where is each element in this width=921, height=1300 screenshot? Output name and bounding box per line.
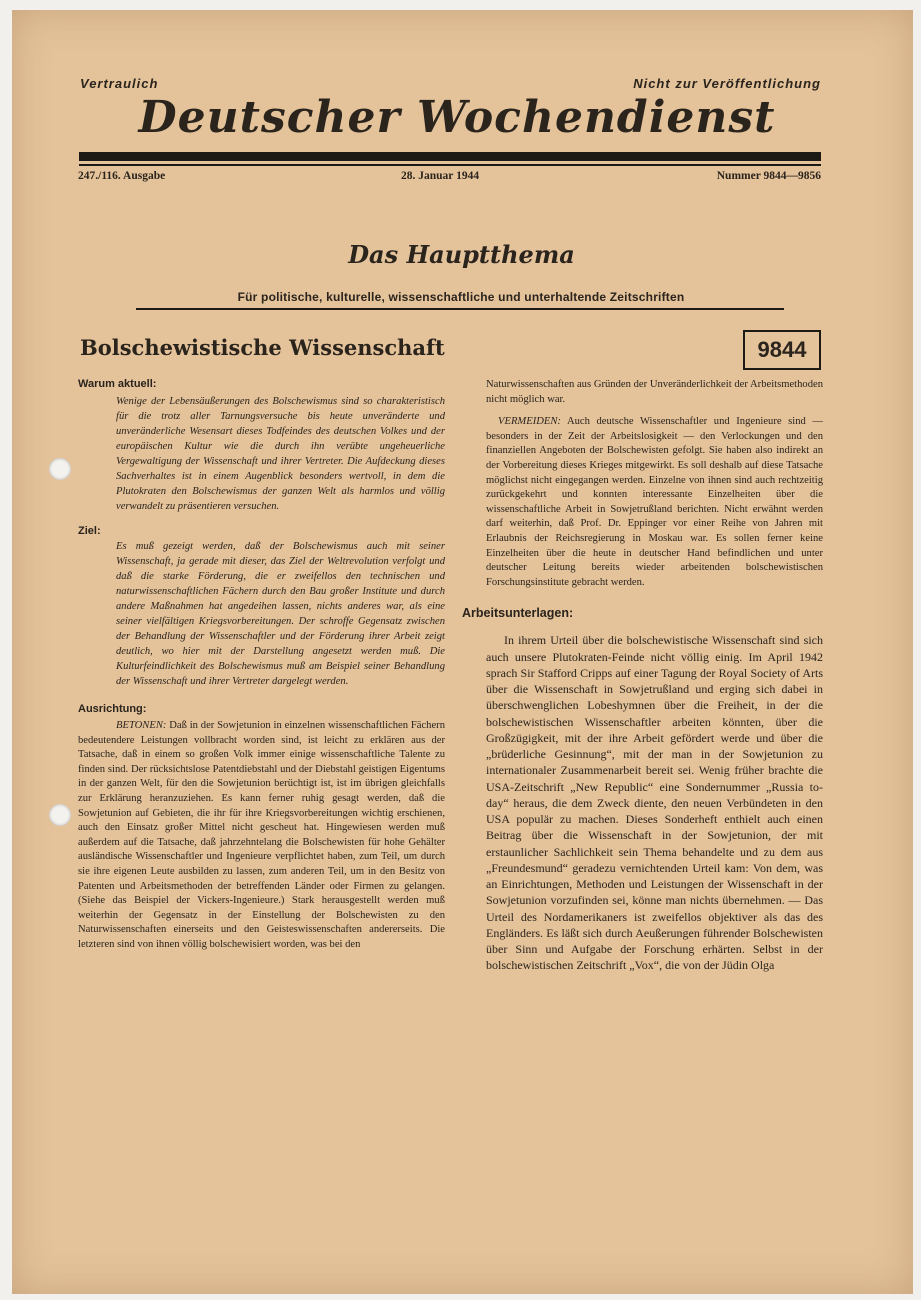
punch-hole xyxy=(49,804,71,826)
continuation-text: Naturwissenschaften aus Gründen der Unveränderlichkeit der Arbeitsmethoden nicht möglich war. xyxy=(486,379,823,405)
ausrichtung-heading: Ausrichtung: xyxy=(78,703,147,715)
article-number: 9844 xyxy=(743,330,821,370)
issue-number: 247./116. Ausgabe xyxy=(78,170,166,182)
issue-date: 28. Januar 1944 xyxy=(401,170,480,182)
vermeiden-text: Auch deutsche Wissenschaftler und Ingenieure sind — besonders in der Zeit der Arbeitslosigkeit — den Verlockungen und den finanziellen Angeboten der Bolschewisten gefolgt. Sie haben also indirekt an der Vorbereitung dieses Krieges mitgewirkt. Es soll deshalb auf diese Tatsache möglichst nicht eingegangen werden. Einzelne von ihnen sind auch rechtzeitig zurückgekehrt und konnten interessante Einzelheiten über die wissenschaftliche Arbeit in Sowjetrußland berichten. Nicht erwähnt werden darf weiterhin, daß Prof. Dr. Eppinger vor einer Reihe von Jahren mit Erlaubnis der Reichsregierung in Moskau war. Es sollen ferner keine Einzelheiten über die heute in deutscher Hand befindlichen und unter deutscher Leitung bereits wieder arbeitenden bolschewistischen Forschungsinstitute gebracht werden. xyxy=(486,416,823,588)
vermeiden-paragraph xyxy=(486,415,823,590)
masthead-rule-thin xyxy=(79,164,821,166)
betonen-text: Daß in der Sowjetunion in einzelnen wissenschaftlichen Fächern bedeutendere Leistungen vollbracht worden sind, ist leicht zu erklären aus der Tatsache, daß in einem so großen Volk immer einige wissenschaftliche Talente zu finden sind. Der rücksichtslose Patentdiebstahl und der Diebstahl geistigen Eigentums in der ganzen Welt, für den die Sowjetunion berüchtigt ist, ist im übrigen gleichfalls zur Erklärung heranzuziehen. Es kann ferner ruhig gesagt werden, daß die Sowjetunion auf Gebieten, die ihr für ihre Kriegsvorbereitungen wichtig erschienen, auch den Einsatz großer Mittel nicht gescheut hat. Hingewiesen werden muß außerdem auf die Tatsache, daß jahrzehntelang die Bolschewisten für hohe Gehälter ausländische Wissenschaftler und Ingenieure verpflichtet haben, zum Teil, um durch sie ihre eigenen Leute ausbilden zu lassen, zum anderen Teil, um in den Besitz von Patenten und Arbeitsmethoden der betreffenden Länder oder Firmen zu gelangen. (Siehe das Beispiel der Vickers-Ingenieure.) Stark herausgestellt werden muß weiterhin der Gegensatz in der Einstellung der Bolschewisten zu den Naturwissenschaften einerseits und den Geisteswissenschaften andererseits. Die letzteren sind von ihnen völlig bolschewisiert worden, was bei den xyxy=(78,720,445,950)
masthead: Deutscher Wochendienst xyxy=(138,92,776,143)
vermeiden-label: VERMEIDEN: xyxy=(498,416,561,428)
warum-heading: Warum aktuell: xyxy=(78,378,157,390)
arbeitsunterlagen-heading: Arbeitsunterlagen: xyxy=(462,606,574,621)
warum-text: Wenige der Lebensäußerungen des Bolschewismus sind so charakteristisch für die trotz aller Tarnungsversuche bis heute unveränderte und unveränderliche Wesensart dieses Todfeindes des deutschen Volkes und der europäischen Kultur wie die durch ihn verübte ungeheuerliche Vergewaltigung der Wissenschaft und ihrer Vertreter. Die Aufdeckung dieses Sachverhaltes ist in einem Augenblick besonders wertvoll, in dem die Plutokraten den Bolschewismus der ganzen Welt als harmlos und völlig verwandelt zu präsentieren versuchen. xyxy=(116,396,445,512)
confidential-note: Vertraulich xyxy=(80,76,159,91)
number-range: Nummer 9844—9856 xyxy=(716,170,821,182)
masthead-rule xyxy=(79,152,821,161)
document-page xyxy=(12,10,913,1294)
subtitle-rule xyxy=(136,308,784,310)
section-title: Das Hauptthema xyxy=(348,240,575,269)
betonen-paragraph xyxy=(78,719,445,953)
column-left xyxy=(78,378,445,953)
ziel-heading: Ziel: xyxy=(78,525,101,537)
punch-hole xyxy=(49,458,71,480)
betonen-label: BETONEN: xyxy=(116,720,167,731)
column-right xyxy=(462,378,823,974)
ziel-text: Es muß gezeigt werden, daß der Bolschewismus auch mit seiner Wissenschaft, ja gerade mit dieser, das Ziel der Weltrevolution verfolgt und daß die starke Förderung, die er zweifellos den technischen und naturwissenschaftlichen Fächern durch den Bau großer Institute und durch andere Maßnahmen hat angedeihen lassen, nichts anderes war, als eine seiner vielfältigen Kriegsvorbereitungen. Der schroffe Gegensatz zwischen der Behandlung der Wissenschaftler und der Förderung ihrer Arbeit zeigt deutlich, wo hier mit der Darstellung angesetzt werden muß. Die Kulturfeindlichkeit des Bolschewismus muß am Beispiel seiner Behandlung der Wissenschaft und ihrer Vertreter dargelegt werden. xyxy=(116,541,445,687)
section-subtitle: Für politische, kulturelle, wissenschaftliche und unterhaltende Zeitschriften xyxy=(237,290,685,304)
arbeitsunterlagen-text: In ihrem Urteil über die bolschewistische Wissenschaft sind sich auch unsere Plutokraten-Feinde nicht völlig einig. Im April 1942 sprach Sir Stafford Cripps auf einer Tagung der Royal Society of Arts über die Wissenschaft in Sowjetrußland und erging sich dabei in überschwenglichen Lobeshymnen über die Freiheit, in der die bolschewistischen Wissenschaftler arbeiten könnten, über die Großzügigkeit, mit der ihre Arbeit gefördert werde und über die „brüderliche Gesinnung“, mit der man in der Sowjetunion zu internationaler Zusammenarbeit bereit sei. Wenig früher brachte die USA-Zeitschrift „New Republic“ eine Sondernummer „Russia to-day“ heraus, die dem Zweck diente, den neuen Verbündeten in den USA populär zu machen. Dieses Sonderheft enthielt auch einen Beitrag über die Wissenschaft in der Sowjetunion, der mit erstaunlicher Sachlichkeit sein Thema behandelte und zu dem aus „Freundesmund“ geradezu vernichtenden Urteil kam: Von dem, was an Einrichtungen, Methoden und Leistungen der Wissenschaft in der Sowjetunion vorzufinden sei, könne man nichts übernehmen. — Das Urteil des Nordamerikaners ist zweifellos objektiver als das des Engländers. Es läßt sich durch Aeußerungen führender Bolschewisten über Sinn und Aufgabe der Forschung erhärten. Selbst in der bolschewistischen Zeitschrift „Vox“, die von der Jüdin Olga xyxy=(486,633,823,973)
not-for-publication-note: Nicht zur Veröffentlichung xyxy=(633,76,821,91)
article-title: Bolschewistische Wissenschaft xyxy=(80,335,445,360)
